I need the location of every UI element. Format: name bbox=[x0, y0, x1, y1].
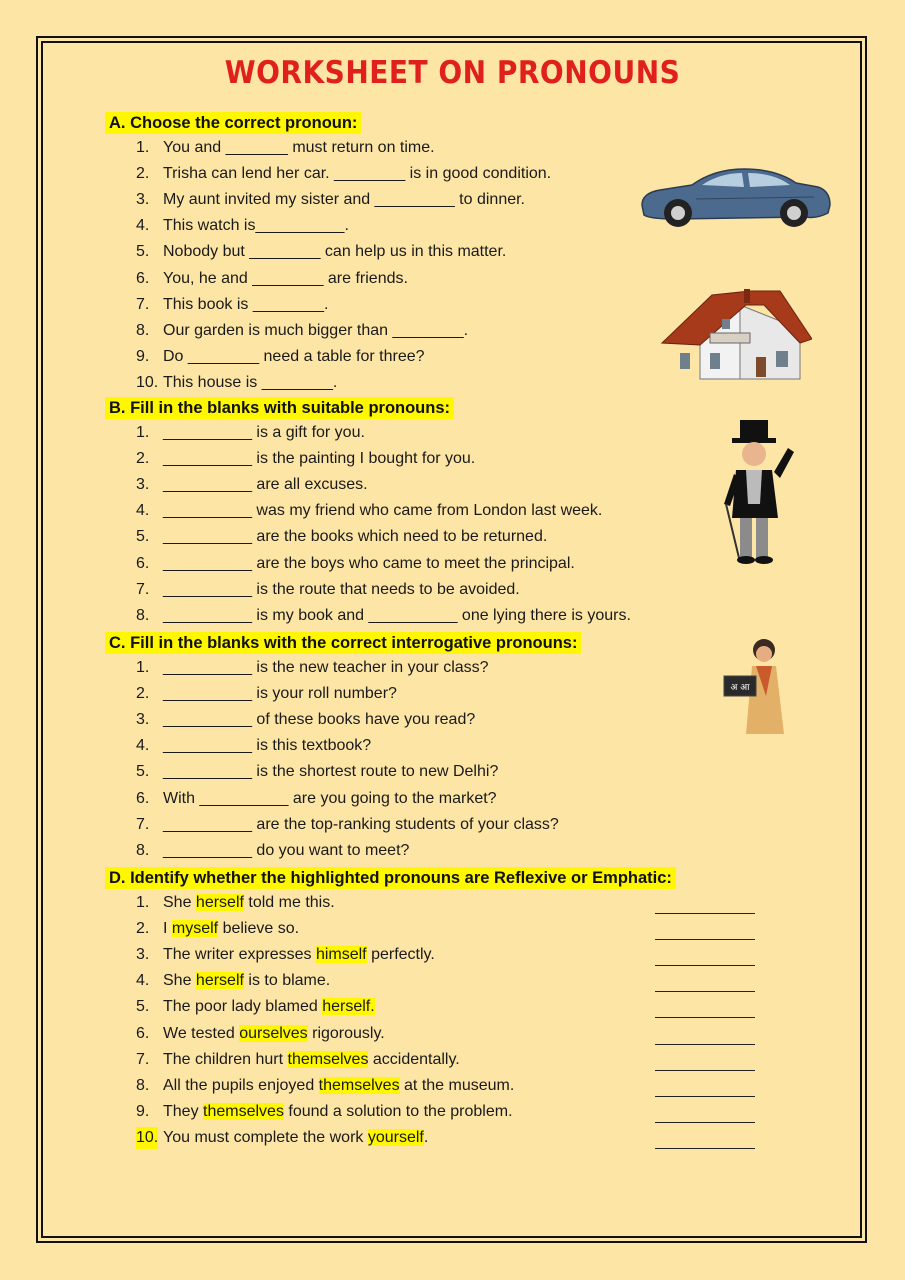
highlighted-pronoun: myself bbox=[171, 920, 219, 938]
answer-blank[interactable] bbox=[655, 1049, 755, 1071]
highlighted-pronoun: yourself bbox=[367, 1128, 424, 1146]
question-text bbox=[163, 1023, 385, 1045]
question-number: 5. bbox=[136, 528, 150, 546]
question-text-after: at the museum. bbox=[399, 1076, 515, 1094]
question-text-before: The poor lady blamed bbox=[163, 998, 323, 1016]
section-heading: C. Fill in the blanks with the correct interrogative pronouns: bbox=[105, 632, 581, 654]
question-text: Nobody but ________ can help us in this matter. bbox=[163, 243, 507, 261]
question-text-before: The writer expresses bbox=[163, 946, 316, 964]
question-number: 3. bbox=[136, 476, 150, 494]
question-text-before: She bbox=[163, 972, 196, 990]
question-number: 4. bbox=[136, 737, 150, 755]
question-text bbox=[163, 944, 435, 966]
question-text: __________ is a gift for you. bbox=[163, 424, 365, 441]
question-text: My aunt invited my sister and _________ to dinner. bbox=[163, 191, 525, 209]
question-number: 8. bbox=[136, 321, 150, 339]
question-text-after: believe so. bbox=[218, 920, 300, 938]
gentleman-icon bbox=[718, 418, 798, 566]
question-number: 3. bbox=[136, 946, 150, 964]
answer-blank[interactable] bbox=[655, 996, 755, 1018]
question-text bbox=[163, 1075, 514, 1097]
question-number: 9. bbox=[136, 347, 150, 365]
highlighted-pronoun: themselves bbox=[203, 1102, 284, 1120]
answer-blank[interactable] bbox=[655, 970, 755, 992]
question-number: 6. bbox=[136, 1024, 150, 1042]
question-number: 7. bbox=[136, 815, 150, 833]
question-text: __________ was my friend who came from London last week. bbox=[163, 502, 603, 520]
question-text: You and _______ must return on time. bbox=[163, 139, 435, 156]
question-text: __________ is the shortest route to new Delhi? bbox=[163, 763, 499, 781]
question-number: 7. bbox=[136, 295, 150, 313]
question-text-before: They bbox=[163, 1102, 204, 1120]
question-text: __________ is this textbook? bbox=[163, 737, 372, 755]
question-number: 10. bbox=[136, 1127, 158, 1149]
question-text-after: found a solution to the problem. bbox=[283, 1102, 513, 1120]
question-number: 1. bbox=[136, 659, 150, 676]
question-text-after: is to blame. bbox=[243, 972, 331, 990]
question-text-before: You must complete the work bbox=[163, 1128, 368, 1146]
question-text: Do ________ need a table for three? bbox=[163, 347, 425, 365]
page-title: WORKSHEET ON PRONOUNS bbox=[224, 54, 681, 91]
question-text: __________ is my book and __________ one lying there is yours. bbox=[163, 606, 631, 624]
question-text-after: . bbox=[423, 1128, 429, 1146]
question-text: You, he and ________ are friends. bbox=[163, 269, 408, 287]
question-number: 5. bbox=[136, 243, 150, 261]
question-number: 1. bbox=[136, 424, 150, 441]
question-number: 8. bbox=[136, 1076, 150, 1094]
question-text: __________ of these books have you read? bbox=[163, 711, 476, 729]
question-number: 5. bbox=[136, 998, 150, 1016]
question-text: __________ is your roll number? bbox=[163, 685, 397, 703]
highlighted-pronoun: herself bbox=[195, 972, 244, 990]
house-icon bbox=[660, 287, 812, 383]
question-number: 3. bbox=[136, 191, 150, 209]
question-text: __________ is the new teacher in your class? bbox=[163, 659, 489, 676]
question-number: 8. bbox=[136, 841, 150, 859]
highlighted-pronoun: himself bbox=[315, 946, 367, 964]
section-heading: B. Fill in the blanks with suitable pronouns: bbox=[105, 397, 454, 419]
question-text-before: We tested bbox=[163, 1024, 240, 1042]
highlighted-pronoun: herself bbox=[195, 894, 244, 911]
question-text bbox=[163, 918, 299, 940]
question-text-after: told me this. bbox=[243, 894, 335, 911]
question-number: 4. bbox=[136, 217, 150, 235]
question-text: __________ are the top-ranking students of your class? bbox=[163, 815, 559, 833]
answer-blank[interactable] bbox=[655, 944, 755, 966]
question-text: This house is ________. bbox=[163, 373, 338, 391]
question-text-before: All the pupils enjoyed bbox=[163, 1076, 319, 1094]
question-number: 2. bbox=[136, 165, 150, 183]
question-text: This book is ________. bbox=[163, 295, 329, 313]
answer-blank[interactable] bbox=[655, 892, 755, 914]
question-number: 6. bbox=[136, 789, 150, 807]
question-text bbox=[163, 970, 330, 992]
question-text: __________ are the boys who came to meet the principal. bbox=[163, 554, 575, 572]
answer-blank[interactable] bbox=[655, 1075, 755, 1097]
question-number: 2. bbox=[136, 920, 150, 938]
question-text bbox=[163, 1101, 513, 1123]
question-number: 6. bbox=[136, 554, 150, 572]
teacher-icon bbox=[722, 636, 790, 738]
question-text-before: She bbox=[163, 894, 196, 911]
question-text bbox=[163, 996, 375, 1018]
question-number: 1. bbox=[136, 139, 150, 156]
question-number: 4. bbox=[136, 502, 150, 520]
question-number: 6. bbox=[136, 269, 150, 287]
answer-blank[interactable] bbox=[655, 1023, 755, 1045]
question-text: With __________ are you going to the market? bbox=[163, 789, 497, 807]
question-text: This watch is__________. bbox=[163, 217, 349, 235]
question-text: Our garden is much bigger than ________. bbox=[163, 321, 469, 339]
question-number: 7. bbox=[136, 1050, 150, 1068]
question-text bbox=[163, 1127, 428, 1149]
question-text: Trisha can lend her car. ________ is in good condition. bbox=[163, 165, 552, 183]
highlighted-pronoun: ourselves bbox=[239, 1024, 308, 1042]
question-text-after: accidentally. bbox=[368, 1050, 460, 1068]
highlighted-pronoun: herself. bbox=[322, 998, 375, 1016]
question-number: 3. bbox=[136, 711, 150, 729]
question-text bbox=[163, 1049, 460, 1071]
question-number: 1. bbox=[136, 894, 150, 911]
highlighted-pronoun: themselves bbox=[287, 1050, 369, 1068]
board-text: अ आ bbox=[730, 683, 750, 693]
question-text: __________ are all excuses. bbox=[163, 476, 368, 494]
question-text-before: I bbox=[163, 920, 172, 938]
answer-blank[interactable] bbox=[655, 1101, 755, 1123]
question-text-after: perfectly. bbox=[366, 946, 435, 964]
question-number: 2. bbox=[136, 450, 150, 468]
question-text: __________ is the painting I bought for you. bbox=[163, 450, 476, 468]
answer-blank[interactable] bbox=[655, 1127, 755, 1149]
question-number: 2. bbox=[136, 685, 150, 703]
question-text-after: rigorously. bbox=[307, 1024, 385, 1042]
question-number: 4. bbox=[136, 972, 150, 990]
question-text: __________ is the route that needs to be avoided. bbox=[163, 580, 520, 598]
section-heading: D. Identify whether the highlighted pronouns are Reflexive or Emphatic: bbox=[105, 867, 676, 889]
section-heading: A. Choose the correct pronoun: bbox=[105, 112, 361, 134]
question-text: __________ are the books which need to be returned. bbox=[163, 528, 548, 546]
car-icon bbox=[636, 163, 832, 231]
highlighted-pronoun: themselves bbox=[318, 1076, 400, 1094]
question-text bbox=[163, 892, 335, 914]
question-number: 9. bbox=[136, 1102, 150, 1120]
question-number: 5. bbox=[136, 763, 150, 781]
question-number: 10. bbox=[136, 373, 159, 391]
question-text: __________ do you want to meet? bbox=[163, 841, 410, 859]
question-number: 7. bbox=[136, 580, 150, 598]
question-text-before: The children hurt bbox=[163, 1050, 288, 1068]
question-number: 8. bbox=[136, 606, 150, 624]
answer-blank[interactable] bbox=[655, 918, 755, 940]
